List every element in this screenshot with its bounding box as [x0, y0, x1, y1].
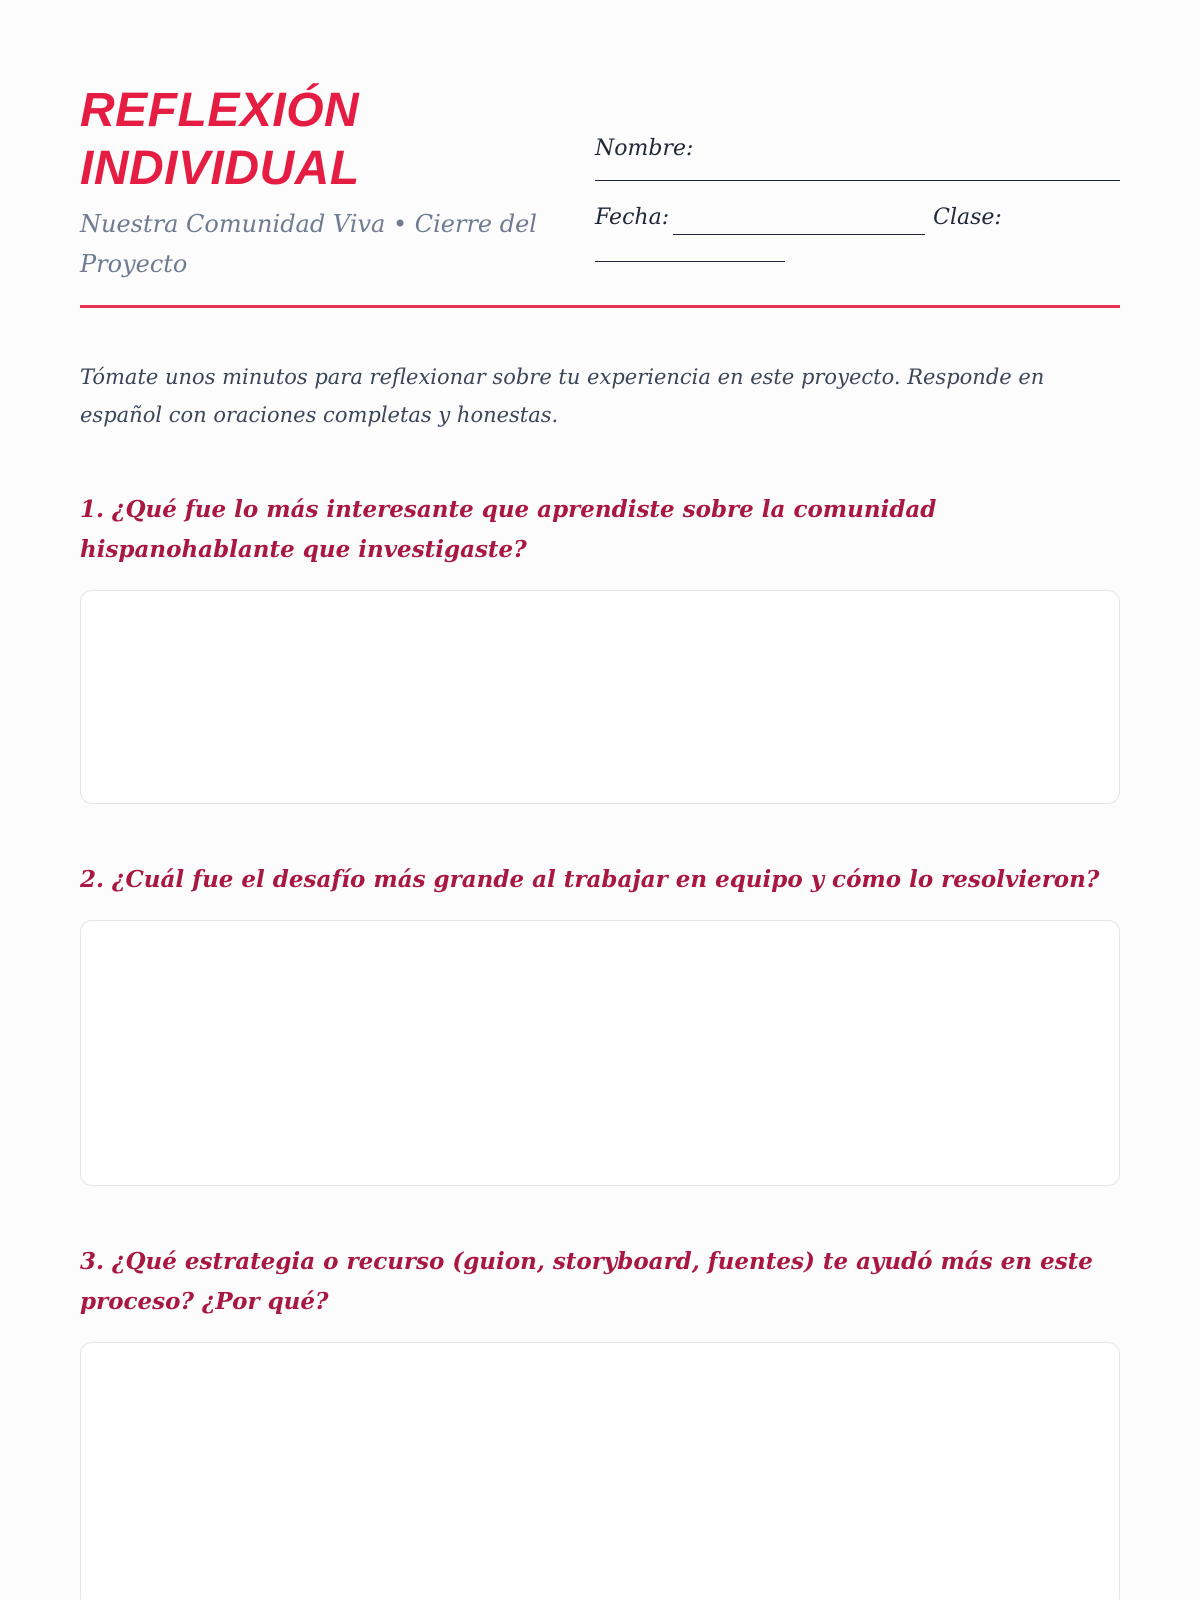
page-title: [80, 82, 570, 198]
clase-field[interactable]: [595, 239, 785, 262]
answer-box-2[interactable]: [80, 920, 1120, 1186]
nombre-label: Nombre:: [595, 136, 694, 161]
title-line-2: INDIVIDUAL: [80, 142, 360, 195]
fecha-field[interactable]: [673, 212, 925, 235]
fecha-label: Fecha:: [595, 205, 670, 230]
question-2: [80, 860, 1120, 1186]
instructions-text: Tómate unos minutos para reflexionar sobre tu experiencia en este proyecto. Responde en español con oraciones completas y honestas.: [80, 365, 1045, 427]
clase-label: Clase:: [933, 205, 1002, 230]
answer-box-3[interactable]: [80, 1342, 1120, 1600]
question-3: [80, 1242, 1120, 1600]
title-block: [80, 82, 570, 284]
question-1: [80, 490, 1120, 804]
page-subtitle: Nuestra Comunidad Viva • Cierre del Proyecto: [80, 210, 537, 278]
student-info-fields: [595, 132, 1120, 268]
nombre-field[interactable]: [595, 166, 1120, 181]
fecha-clase-row: [595, 201, 1120, 235]
question-2-text: 2. ¿Cuál fue el desafío más grande al trabajar en equipo y cómo lo resolvieron?: [80, 866, 1100, 893]
clase-field-wrap: [595, 239, 1120, 268]
header: [80, 0, 1120, 308]
question-1-text: 1. ¿Qué fue lo más interesante que aprendiste sobre la comunidad hispanohablante que investigaste?: [80, 496, 937, 563]
answer-box-1[interactable]: [80, 590, 1120, 804]
question-3-text: 3. ¿Qué estrategia o recurso (guion, storyboard, fuentes) te ayudó más en este proceso? ¿Por qué?: [80, 1248, 1093, 1315]
title-line-1: REFLEXIÓN: [80, 84, 360, 137]
